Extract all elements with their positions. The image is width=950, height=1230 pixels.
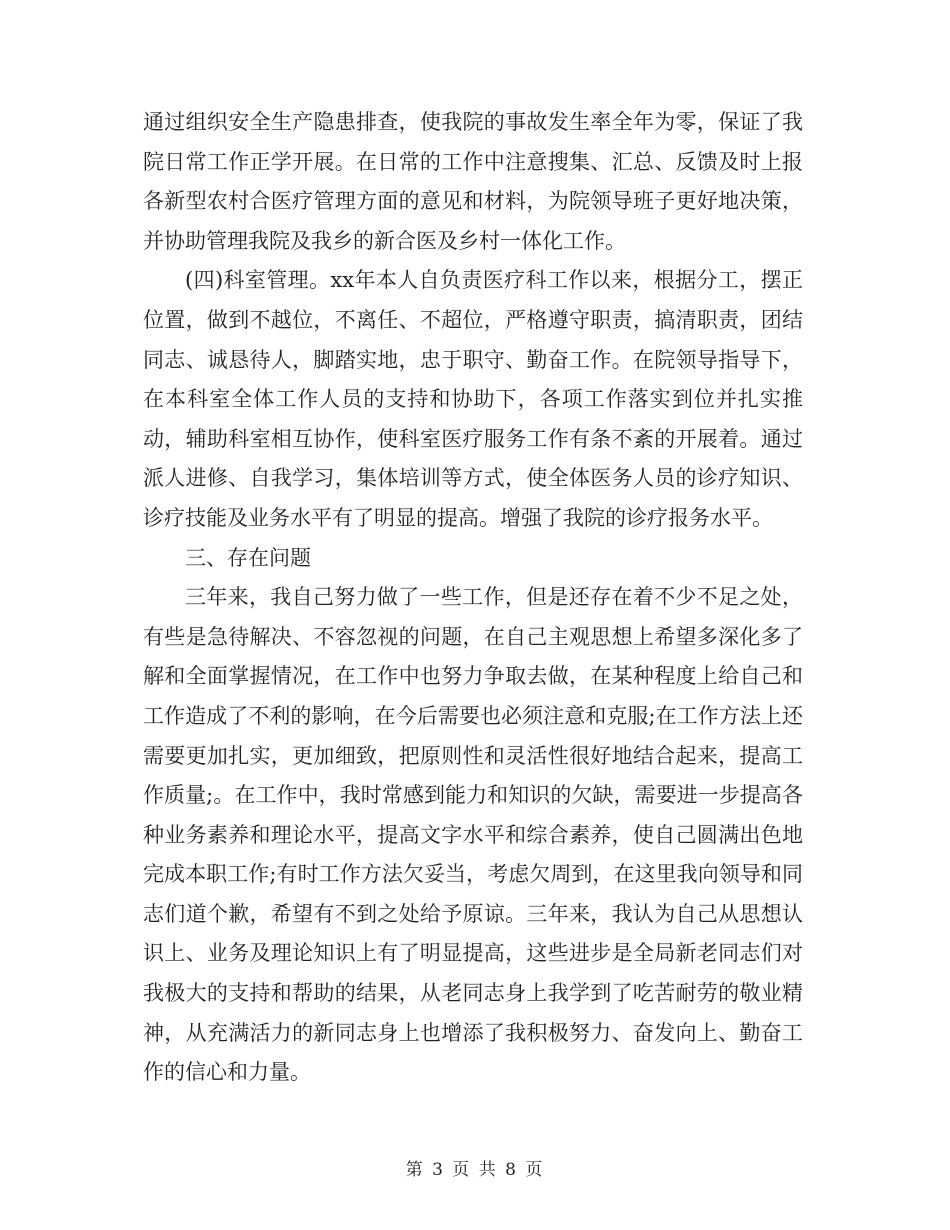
body-paragraph-continuation: 通过组织安全生产隐患排查，使我院的事故发生率全年为零，保证了我院日常工作正学开展。在日常的工作中注意搜集、汇总、反馈及时上报各新型农村合医疗管理方面的意见和材料，为院领导班子更好地决策，并协助管理我院及我乡的新合医及乡村一体化工作。 <box>143 110 803 253</box>
section-heading-existing-problems: 三、存在问题 <box>185 545 311 570</box>
page-number-footer: 第 3 页 共 8 页 <box>405 1160 545 1180</box>
existing-problems-paragraph: 三年来，我自己努力做了一些工作，但是还存在着不少不足之处，有些是急待解决、不容忽视的问题，在自己主观思想上希望多深化多了解和全面掌握情况，在工作中也努力争取去做，在某种程度上给自己和工作造成了不利的影响，在今后需要也必须注意和克服;在工作方法上还需要更加扎实，更加细致，把原则性和灵活性很好地结合起来，提高工作质量;。在工作中，我时常感到能力和知识的欠缺，需要进一步提高各种业务素养和理论水平，提高文字水平和综合素养，使自己圆满出色地完成本职工作;有时工作方法欠妥当，考虑欠周到，在这里我向领导和同志们道个歉，希望有不到之处给予原谅。三年来，我认为自己从思想认识上、业务及理论知识上有了明显提高，这些进步是全局新老同志们对我极大的支持和帮助的结果，从老同志身上我学到了吃苦耐劳的敬业精神，从充满活力的新同志身上也增添了我积极努力、奋发向上、勤奋工作的信心和力量。 <box>143 585 803 1085</box>
section-department-management-paragraph: (四)科室管理。xx年本人自负责医疗科工作以来，根据分工，摆正位置，做到不越位，不离任、不超位，严格遵守职责，搞清职责，团结同志、诚恳待人，脚踏实地，忠于职守、勤奋工作。在院领导指导下，在本科室全体工作人员的支持和协助下，各项工作落实到位并扎实推动，辅助科室相互协作，使科室医疗服务工作有条不紊的开展着。通过派人进修、自我学习，集体培训等方式，使全体医务人员的诊疗知识、诊疗技能及业务水平有了明显的提高。增强了我院的诊疗报务水平。 <box>143 268 803 530</box>
document-body <box>143 103 803 1093</box>
